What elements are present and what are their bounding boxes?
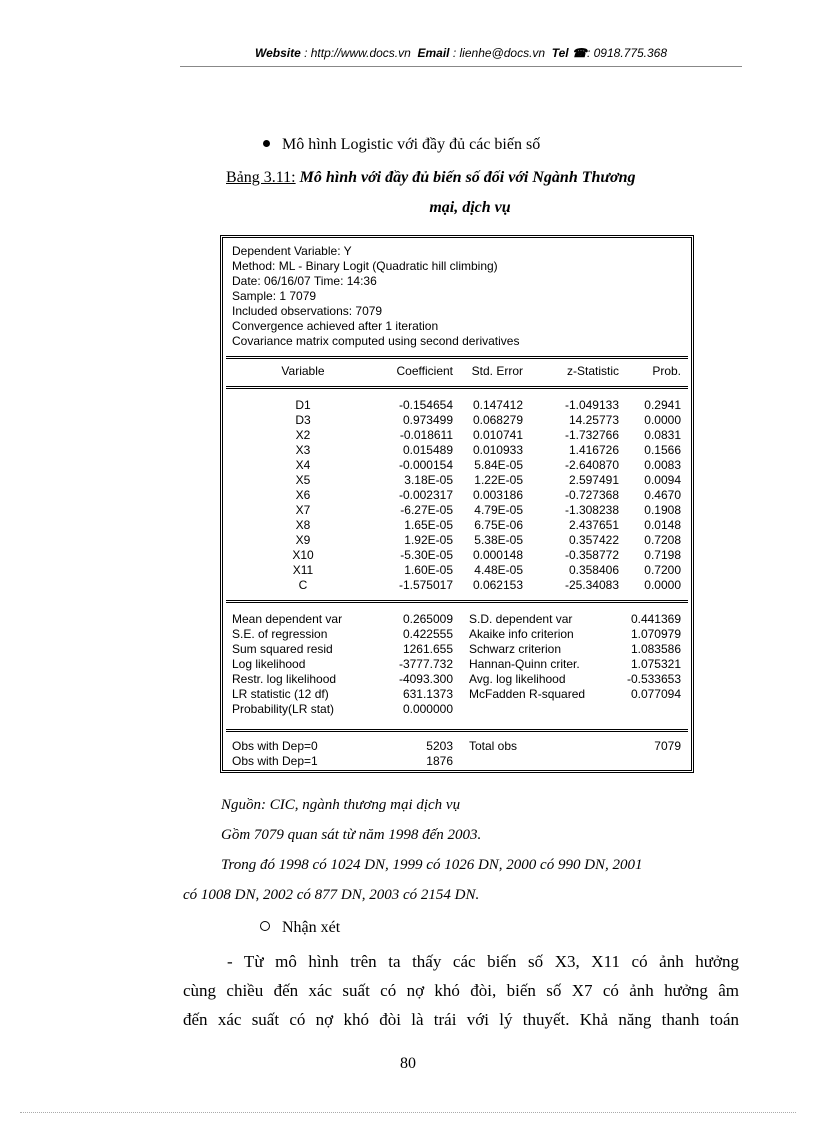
stat-value: -3777.732 (398, 657, 453, 671)
coefficient-cell: -0.154654 (398, 398, 453, 412)
stat-value: 0.077094 (630, 687, 681, 701)
source-breakdown-1: Trong đó 1998 có 1024 DN, 1999 có 1026 DN, 2000 có 990 DN, 2001 (221, 857, 643, 873)
coefficient-cell: 0.0000 (644, 413, 681, 427)
source-breakdown-2: có 1008 DN, 2002 có 877 DN, 2003 có 2154 DN. (183, 887, 480, 903)
coefficient-cell: -1.732766 (564, 428, 619, 442)
obs-value: 1876 (426, 754, 453, 768)
meta-line: Method: ML - Binary Logit (Quadratic hill climbing) (232, 259, 498, 273)
obs-value: 5203 (426, 739, 453, 753)
coefficient-cell: 0.973499 (402, 413, 453, 427)
bullet-dot-icon (263, 140, 270, 147)
variable-name: X6 (295, 488, 311, 502)
variable-name: X10 (292, 548, 314, 562)
stat-label: Sum squared resid (232, 642, 333, 656)
stat-value: 1.070979 (630, 627, 681, 641)
coefficient-cell: -6.27E-05 (400, 503, 453, 517)
regression-output-table (220, 235, 694, 773)
coefficient-cell: -1.049133 (564, 398, 619, 412)
table-caption-cont (200, 199, 740, 217)
stat-value: 1.075321 (630, 657, 681, 671)
coefficient-cell: 0.2941 (644, 398, 681, 412)
coefficient-cell: -0.727368 (564, 488, 619, 502)
meta-line: Included observations: 7079 (232, 304, 383, 318)
coefficient-cell: 1.60E-05 (404, 563, 453, 577)
paragraph-line: - Từ mô hình trên ta thấy các biến số X3, X11 có ảnh hưởng (227, 952, 739, 971)
table-separator (226, 386, 688, 389)
stat-label: Log likelihood (232, 657, 306, 671)
coefficient-cell: 0.000148 (472, 548, 523, 562)
coefficient-cell: -0.000154 (398, 458, 453, 472)
page-header (180, 46, 742, 60)
email-value[interactable]: : lienhe@docs.vn (452, 46, 546, 60)
coefficient-cell: 5.38E-05 (474, 533, 523, 547)
stat-value: 0.422555 (402, 627, 453, 641)
paragraph-line: cùng chiều đến xác suất có nợ khó đòi, biến số X7 có ảnh hưởng âm (183, 981, 739, 1000)
stat-value: 1.083586 (630, 642, 681, 656)
website-value[interactable]: : http://www.docs.vn (304, 46, 411, 60)
stat-value: 0.000000 (402, 702, 453, 716)
stat-label: LR statistic (12 df) (232, 687, 329, 701)
coefficient-cell: -0.002317 (398, 488, 453, 502)
stat-label: Probability(LR stat) (232, 702, 335, 716)
coefficient-cell: -0.018611 (399, 428, 453, 442)
table-separator (226, 600, 688, 603)
coefficient-cell: 0.015489 (402, 443, 453, 457)
stat-label: Akaike info criterion (469, 627, 574, 641)
variable-name: X8 (295, 518, 311, 532)
column-header: Coefficient (396, 364, 453, 378)
variable-name: X7 (295, 503, 311, 517)
coefficient-cell: 0.0148 (644, 518, 681, 532)
stat-value: 0.265009 (402, 612, 453, 626)
phone-icon: ☎ (572, 46, 587, 60)
coefficient-cell: 0.0831 (644, 428, 681, 442)
variable-name: C (298, 578, 308, 592)
meta-line: Covariance matrix computed using second derivatives (232, 334, 520, 348)
stat-value: 631.1373 (402, 687, 453, 701)
coefficient-cell: 0.7198 (644, 548, 681, 562)
stat-label: Restr. log likelihood (232, 672, 337, 686)
page-number: 80 (400, 1055, 416, 1072)
meta-line: Sample: 1 7079 (232, 289, 317, 303)
variable-name: X3 (295, 443, 311, 457)
stat-label: Schwarz criterion (469, 642, 562, 656)
total-obs-label: Total obs (469, 739, 518, 753)
stat-value: -0.533653 (626, 672, 681, 686)
coefficient-cell: 3.18E-05 (404, 473, 453, 487)
coefficient-cell: 0.0083 (644, 458, 681, 472)
coefficient-cell: 0.357422 (568, 533, 619, 547)
variable-name: D1 (295, 398, 311, 412)
stat-value: 1261.655 (402, 642, 453, 656)
coefficient-cell: 2.597491 (568, 473, 619, 487)
coefficient-cell: 0.010933 (472, 443, 523, 457)
source-observations: Gồm 7079 quan sát từ năm 1998 đến 2003. (221, 827, 482, 843)
remark-paragraph (183, 947, 739, 1034)
coefficient-cell: 6.75E-06 (474, 518, 523, 532)
coefficient-cell: -5.30E-05 (400, 548, 453, 562)
variable-name: X2 (295, 428, 311, 442)
table-caption (226, 169, 726, 187)
coefficient-cell: 0.0094 (644, 473, 681, 487)
table-separator (226, 356, 688, 359)
coefficient-cell: 0.147412 (472, 398, 523, 412)
coefficient-cell: 0.7208 (644, 533, 681, 547)
source-note: Nguồn: CIC, ngành thương mại dịch vụ (221, 797, 461, 813)
obs-label: Obs with Dep=1 (232, 754, 318, 768)
coefficient-cell: -25.34083 (564, 578, 619, 592)
coefficient-cell: 5.84E-05 (474, 458, 523, 472)
stat-label: McFadden R-squared (469, 687, 586, 701)
caption-label: Bảng 3.11: (226, 169, 296, 186)
header-divider (180, 66, 742, 67)
coefficient-cell: 0.062153 (472, 578, 523, 592)
remark-heading-text: Nhận xét (282, 919, 341, 936)
stat-label: S.D. dependent var (469, 612, 573, 626)
circle-bullet-icon (260, 921, 270, 931)
paragraph-line: đến xác suất có nợ khó đòi là trái với lý thuyết. Khả năng thanh toán (183, 1010, 739, 1029)
stat-label: S.E. of regression (232, 627, 328, 641)
coefficient-cell: 0.010741 (472, 428, 523, 442)
coefficient-cell: 1.22E-05 (474, 473, 523, 487)
variable-name: X11 (292, 563, 314, 577)
coefficient-cell: 4.48E-05 (474, 563, 523, 577)
column-header: Variable (281, 364, 325, 378)
coefficient-cell: 4.79E-05 (474, 503, 523, 517)
column-header: z-Statistic (566, 364, 619, 378)
column-header: Prob. (652, 364, 681, 378)
stat-label: Avg. log likelihood (469, 672, 566, 686)
caption-title-line1: Mô hình với đầy đủ biến số đối với Ngành Thương (299, 169, 636, 186)
coefficient-cell: -1.308238 (564, 503, 619, 517)
tel-value: : 0918.775.368 (586, 46, 668, 60)
coefficient-cell: 1.65E-05 (404, 518, 453, 532)
coefficient-cell: 14.25773 (568, 413, 619, 427)
coefficient-cell: 0.068279 (472, 413, 523, 427)
tel-label: Tel (551, 46, 569, 60)
stat-label: Mean dependent var (232, 612, 343, 626)
coefficient-cell: -2.640870 (564, 458, 619, 472)
stat-value: 0.441369 (630, 612, 681, 626)
website-label: Website (254, 46, 301, 60)
coefficient-cell: 1.416726 (568, 443, 619, 457)
variable-name: X9 (295, 533, 311, 547)
coefficient-cell: -1.575017 (398, 578, 453, 592)
variable-name: X4 (295, 458, 311, 472)
coefficient-cell: 2.437651 (568, 518, 619, 532)
caption-title-line2: mại, dịch vụ (429, 199, 511, 216)
coefficient-cell: 0.7200 (644, 563, 681, 577)
obs-label: Obs with Dep=0 (232, 739, 318, 753)
stat-value: -4093.300 (398, 672, 453, 686)
meta-line: Dependent Variable: Y (232, 244, 352, 258)
meta-line: Date: 06/16/07 Time: 14:36 (232, 274, 377, 288)
regression-meta (232, 244, 691, 349)
coefficient-cell: 1.92E-05 (404, 533, 453, 547)
stat-label: Hannan-Quinn criter. (469, 657, 580, 671)
column-header: Std. Error (471, 364, 523, 378)
total-obs-value: 7079 (654, 739, 681, 753)
table-separator (226, 729, 688, 732)
footer-dotted-line (20, 1112, 796, 1113)
bullet-item (263, 136, 540, 154)
email-label: Email (417, 46, 450, 60)
remark-heading (260, 919, 340, 937)
coefficient-cell: 0.358406 (568, 563, 619, 577)
coefficient-cell: -0.358772 (564, 548, 619, 562)
coefficient-cell: 0.4670 (644, 488, 681, 502)
meta-line: Convergence achieved after 1 iteration (232, 319, 439, 333)
coefficient-cell: 0.1566 (644, 443, 681, 457)
coefficient-cell: 0.003186 (472, 488, 523, 502)
variable-name: X5 (295, 473, 311, 487)
coefficient-cell: 0.1908 (644, 503, 681, 517)
coefficient-cell: 0.0000 (644, 578, 681, 592)
bullet-text: Mô hình Logistic với đầy đủ các biến số (282, 136, 541, 153)
variable-name: D3 (295, 413, 311, 427)
